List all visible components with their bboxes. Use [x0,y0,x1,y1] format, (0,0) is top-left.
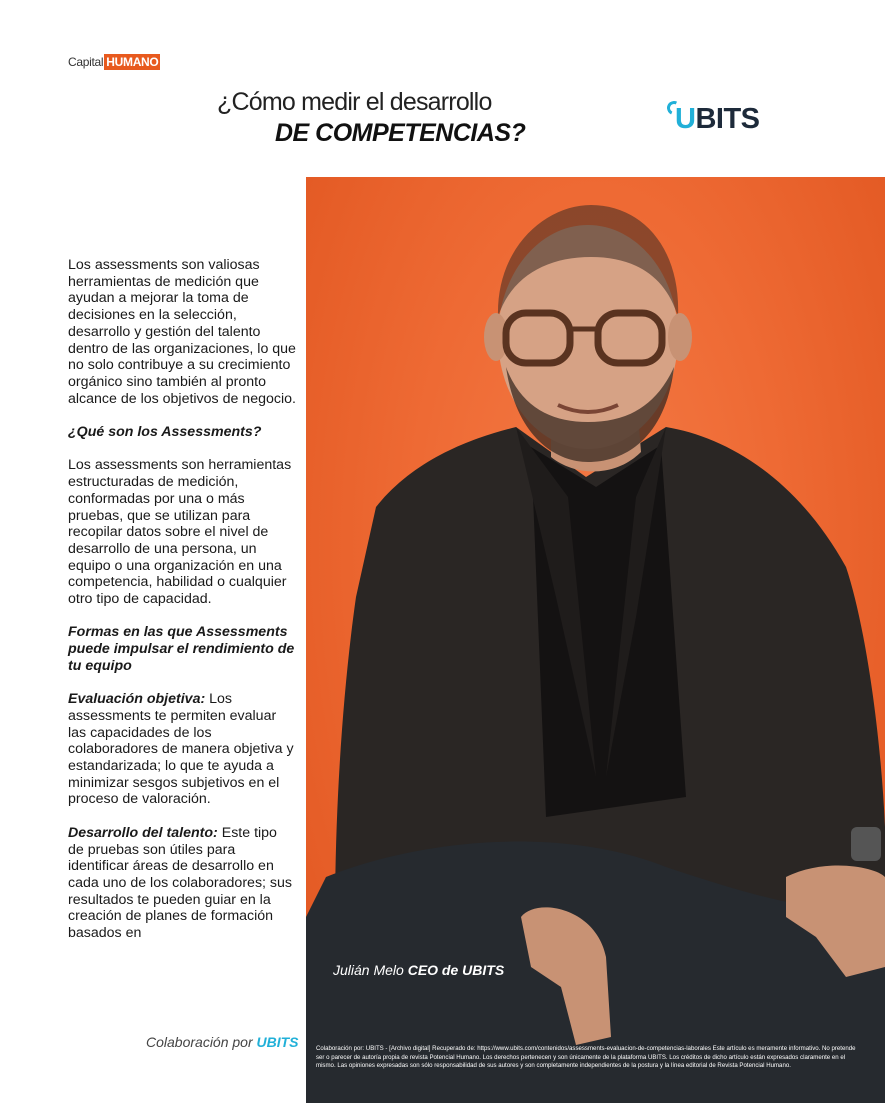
caption-name: Julián Melo [333,962,408,978]
section-tag [68,54,160,70]
talent-dev-text: Este tipo de pruebas son útiles para identificar áreas de desarrollo en cada uno de los colaboradores; sus resultados te pueden guiar en la creación de planes de formación basados en [68,824,292,942]
photo-caption [333,962,504,978]
subheading-ways: Formas en las que Assessments puede impulsar el rendimiento de tu equipo [68,624,295,674]
credit-brand: UBITS [256,1034,299,1050]
definition-paragraph: Los assessments son herramientas estructuradas de medición, conformadas por una o más pruebas, que se utilizan para recopilar datos sobre el nivel de desarrollo de una persona, un equipo o una organización en una competencia, habilidad o cualquier otro tipo de capacidad. [68,457,292,608]
talent-dev-lead: Desarrollo del talento: [68,824,218,841]
section-tag-light: Capital [68,55,104,69]
ubits-logo [667,101,762,141]
collaboration-credit [146,1034,299,1050]
logo-letter: U [675,103,696,135]
title-line-1: ¿Cómo medir el desarrollo [217,88,492,116]
section-tag-box: HUMANO [106,55,159,69]
caption-role: CEO de UBITS [407,962,505,978]
logo-word: BITS [695,103,760,135]
objective-eval-paragraph [68,691,296,808]
logo-text [675,103,760,136]
title-line-2: DE COMPETENCIAS? [275,119,526,147]
subheading-what-are: ¿Qué son los Assessments? [68,424,262,441]
watch [851,827,881,861]
article-column [68,257,296,958]
credit-prefix: Colaboración por [146,1034,257,1050]
objective-eval-lead: Evaluación objetiva: [68,691,206,708]
talent-dev-paragraph [68,825,296,942]
intro-paragraph: Los assessments son valiosas herramientas de medición que ayudan a mejorar la toma de decisiones en la selección, desarrollo y gestión del talento dentro de las organizaciones, lo que no solo contribuye a su crecimiento orgánico sino también al pronto alcance de los objetivos de negocio. [68,257,296,407]
fineprint-disclaimer: Colaboración por: UBITS - [Archivo digital] Recuperado de: https://www.ubits.com/contenidos/assessments-evaluacion-de-competencias-laborales Este artículo es meramente informativo. No pretende ser o parecer de autoría propia de revista Potencial Humano. Los derechos pertenecen y son únicamente de la plataforma UBITS. Los créditos de dicho artículo están expresados claramente en el mismo. Las opiniones expresadas son sólo responsabilidad de sus autores y son completamente independientes de la postura y la línea editorial de Revista Potencial Humano. [316,1045,856,1070]
ear-right [668,313,692,361]
objective-eval-text: Los assessments te permiten evaluar las capacidades de los colaboradores de manera objetiva y estandarizada; lo que te ayuda a minimizar sesgos subjetivos en el proceso de valoración. [68,691,294,808]
